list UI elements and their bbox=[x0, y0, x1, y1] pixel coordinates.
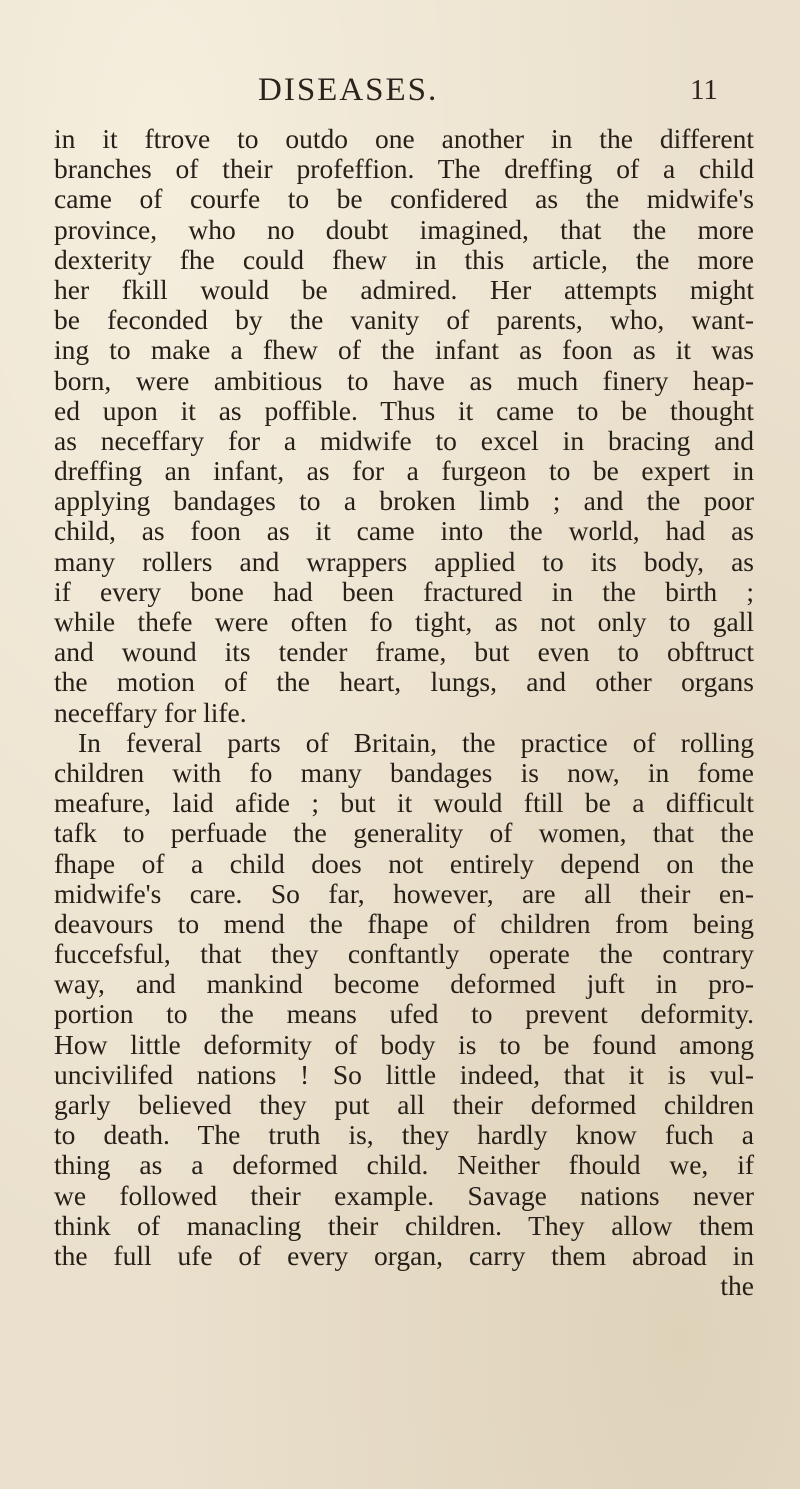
text-line: in it ftrove to outdo one another in the different bbox=[54, 123, 754, 154]
text-line: way, and mankind become deformed juft in pro- bbox=[54, 968, 754, 1000]
text-line: province, who no doubt imagined, that the more bbox=[54, 213, 754, 245]
text-line: uncivilifed nations ! So little indeed, that it is vul- bbox=[54, 1058, 754, 1090]
text-line: dexterity fhe could fhew in this article, the more bbox=[54, 243, 754, 275]
body-text bbox=[54, 124, 754, 1301]
text-line: meafure, laid afide ; but it would ftill be a difficult bbox=[54, 787, 754, 819]
text-line: be feconded by the vanity of parents, who, want- bbox=[54, 304, 754, 336]
text-line: we followed their example. Savage nations never bbox=[54, 1179, 754, 1211]
text-line: tafk to perfuade the generality of women, that the bbox=[54, 817, 754, 849]
text-line: born, were ambitious to have as much finery heap- bbox=[54, 364, 754, 396]
text-line: fhape of a child does not entirely depend on the bbox=[54, 847, 754, 879]
text-line: How little deformity of body is to be found among bbox=[54, 1028, 754, 1060]
catchword: the bbox=[720, 1270, 754, 1302]
paragraph-end-line: neceffary for life. bbox=[54, 696, 247, 728]
text-line: portion to the means ufed to prevent deformity. bbox=[54, 998, 754, 1030]
text-line: ed upon it as poffible. Thus it came to be thought bbox=[54, 394, 754, 426]
text-line: garly believed they put all their deformed children bbox=[54, 1089, 754, 1120]
text-line: branches of their profeffion. The dreffing of a child bbox=[54, 153, 754, 185]
text-line: fuccefsful, that they conftantly operate the contrary bbox=[54, 938, 754, 970]
text-line: midwife's care. So far, however, are all their en- bbox=[54, 877, 754, 909]
text-line: many rollers and wrappers applied to its body, as bbox=[54, 545, 754, 577]
text-line: if every bone had been fractured in the birth ; bbox=[54, 575, 754, 607]
text-line: while thefe were often fo tight, as not only to gall bbox=[54, 606, 754, 637]
text-line: came of courfe to be confidered as the midwife's bbox=[54, 183, 754, 215]
text-line: as neceffary for a midwife to excel in bracing and bbox=[54, 424, 754, 456]
page-number: 11 bbox=[690, 74, 718, 106]
text-line: ing to make a fhew of the infant as foon as it was bbox=[54, 334, 754, 366]
text-line: to death. The truth is, they hardly know fuch a bbox=[54, 1119, 754, 1151]
text-line: thing as a deformed child. Neither fhould we, if bbox=[54, 1149, 754, 1181]
text-line: children with fo many bandages is now, in fome bbox=[54, 756, 754, 788]
text-line: the full ufe of every organ, carry them abroad in bbox=[54, 1239, 754, 1271]
text-line: think of manacling their children. They allow them bbox=[54, 1209, 754, 1241]
running-head bbox=[0, 72, 800, 112]
text-line: dreffing an infant, as for a furgeon to be expert in bbox=[54, 455, 754, 487]
text-line: deavours to mend the fhape of children from being bbox=[54, 907, 754, 939]
text-line: the motion of the heart, lungs, and other organs bbox=[54, 666, 754, 698]
text-line: child, as foon as it came into the world, had as bbox=[54, 515, 754, 547]
running-title: DISEASES. bbox=[258, 72, 439, 108]
text-line: and wound its tender frame, but even to obftruct bbox=[54, 636, 754, 668]
paragraph-start-line: In feveral parts of Britain, the practice of rolling bbox=[78, 726, 754, 758]
text-line: applying bandages to a broken limb ; and the poor bbox=[54, 485, 754, 517]
text-line: her fkill would be admired. Her attempts might bbox=[54, 273, 754, 305]
